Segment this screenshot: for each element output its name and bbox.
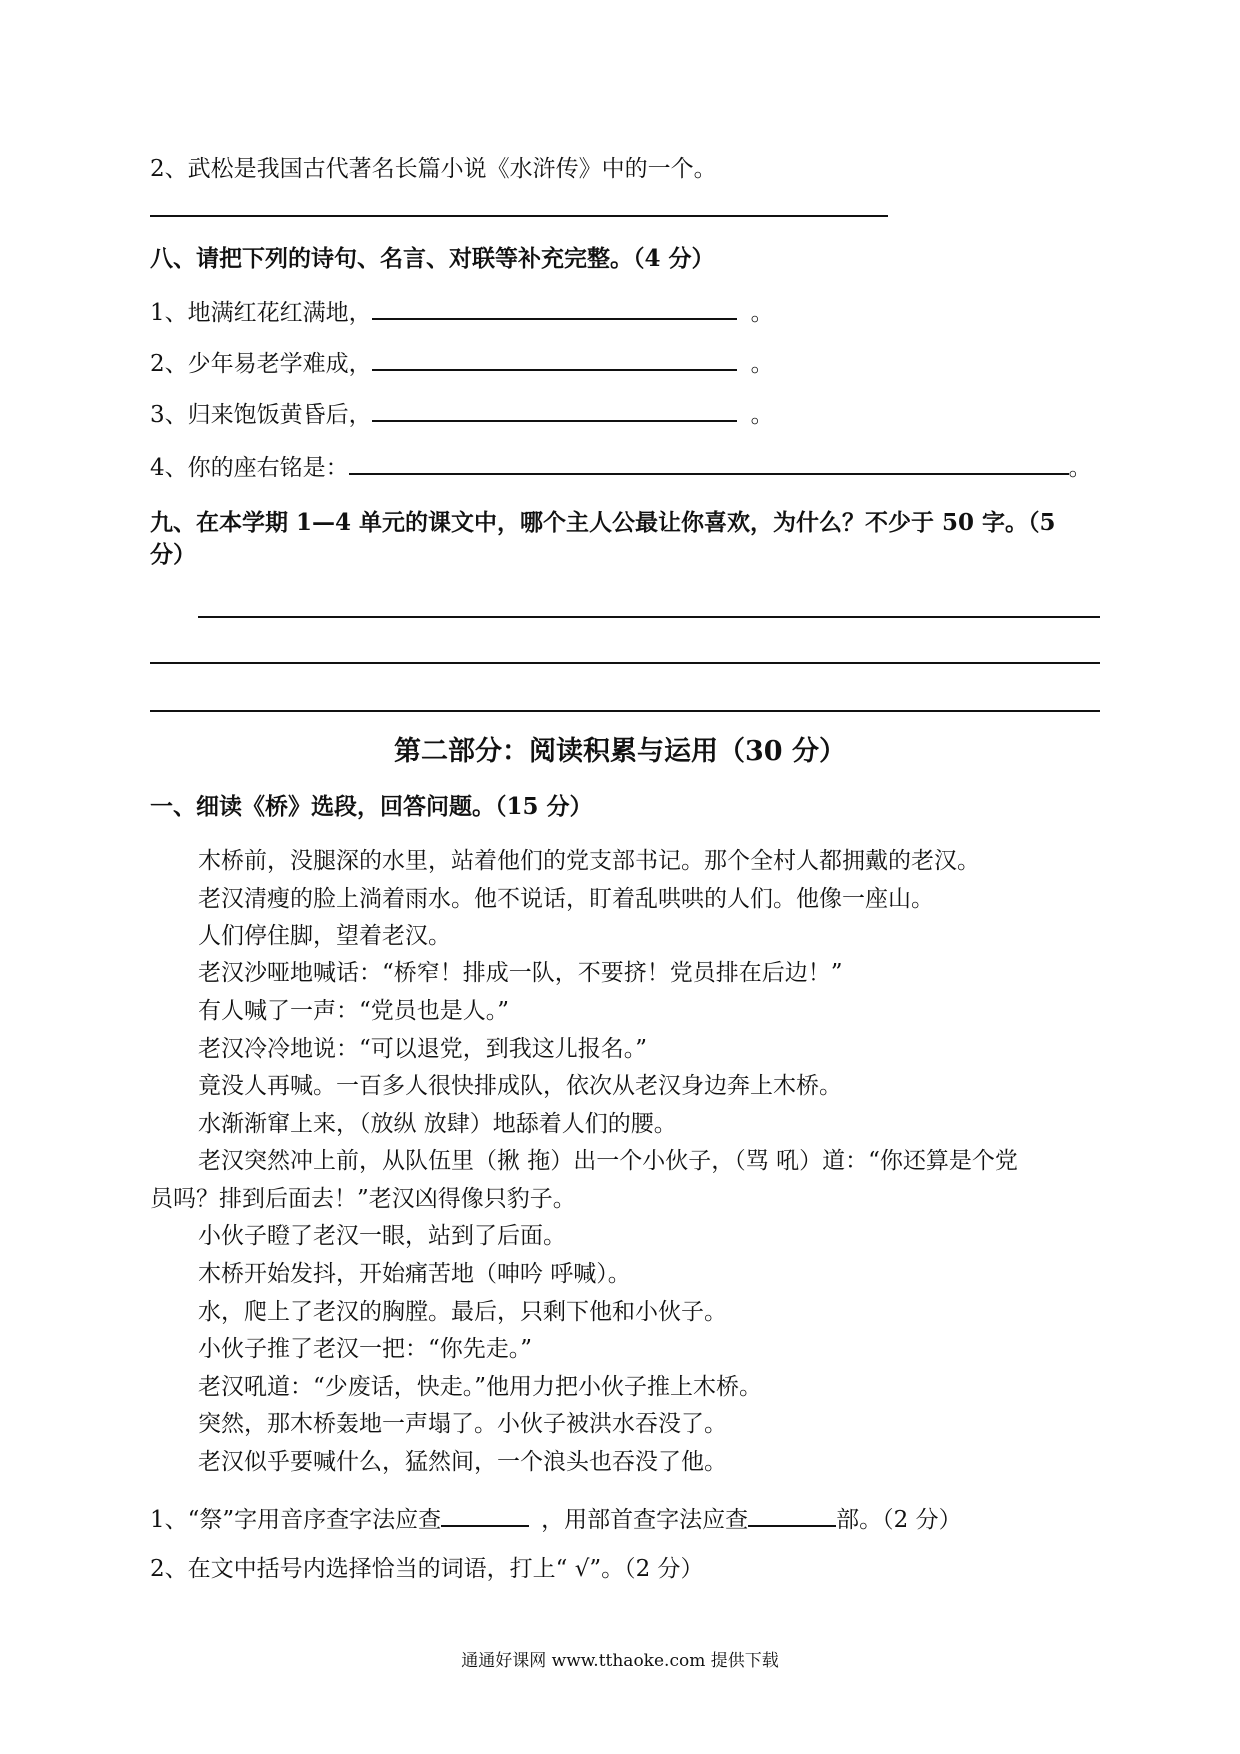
part2-title: 第二部分：阅读积累与运用（30 分） (394, 736, 846, 767)
fill-blank[interactable] (372, 296, 737, 320)
passage-line: 木桥前，没腿深的水里，站着他们的党支部书记。那个全村人都拥戴的老汉。 (198, 848, 980, 874)
passage-line: 小伙子瞪了老汉一眼，站到了后面。 (198, 1223, 566, 1249)
q8-item-1-text: 1、地满红花红满地， (150, 300, 372, 326)
q8-item-3 (150, 398, 774, 430)
sub1-part-c: 部。（2 分） (836, 1507, 962, 1533)
part2-q1-heading: 一、细读《桥》选段，回答问题。（15 分） (150, 793, 593, 820)
q9-heading-line1: 九、在本学期 1—4 单元的课文中，哪个主人公最让你喜欢，为什么？不少于 50 字。（5 (150, 509, 1056, 536)
fill-blank[interactable] (372, 347, 737, 371)
passage-line: 人们停住脚，望着老汉。 (198, 923, 451, 949)
part2-sub1 (150, 1503, 962, 1535)
passage-line: 老汉突然冲上前，从队伍里（揪 拖）出一个小伙子，（骂 吼）道：“你还算是个党 (198, 1148, 1018, 1174)
passage-line: 小伙子推了老汉一把：“你先走。” (198, 1336, 533, 1362)
sub1-part-b: ，用部首查字法应查 (541, 1507, 749, 1533)
q8-item-2 (150, 347, 774, 379)
q8-item-2-text: 2、少年易老学难成， (150, 351, 372, 377)
q8-item-3-text: 3、归来饱饭黄昏后， (150, 402, 372, 428)
page-footer: 通通好课网 www.tthaoke.com 提供下载 (461, 1651, 779, 1671)
passage-line: 员吗？排到后面去！”老汉凶得像只豹子。 (150, 1186, 576, 1212)
fill-blank[interactable] (441, 1503, 529, 1527)
q8-heading: 八、请把下列的诗句、名言、对联等补充完整。（4 分） (150, 245, 715, 272)
q8-item-4-end: 。 (1068, 455, 1092, 481)
answer-line[interactable] (198, 616, 1100, 618)
q7-item-2: 2、武松是我国古代著名长篇小说《水浒传》中的一个。 (150, 156, 717, 182)
passage-line: 老汉似乎要喊什么，猛然间，一个浪头也吞没了他。 (198, 1449, 727, 1475)
fill-blank[interactable] (748, 1503, 836, 1527)
passage-line: 老汉吼道：“少废话，快走。”他用力把小伙子推上木桥。 (198, 1374, 763, 1400)
q8-item-3-end: 。 (750, 402, 774, 428)
passage-line: 有人喊了一声：“党员也是人。” (198, 998, 510, 1024)
passage-line: 水渐渐窜上来，（放纵 放肆）地舔着人们的腰。 (198, 1111, 677, 1137)
passage-line: 木桥开始发抖，开始痛苦地（呻吟 呼喊）。 (198, 1261, 631, 1287)
answer-line[interactable] (150, 710, 1100, 712)
passage-line: 突然，那木桥轰地一声塌了。小伙子被洪水吞没了。 (198, 1411, 727, 1437)
passage-line: 竟没人再喊。一百多人很快排成队，依次从老汉身边奔上木桥。 (198, 1073, 842, 1099)
q8-item-4 (150, 451, 1092, 483)
q9-heading-line2: 分） (150, 541, 196, 568)
fill-blank[interactable] (372, 398, 737, 422)
q8-item-1-end: 。 (750, 300, 774, 326)
passage-line: 老汉沙哑地喊话：“桥窄！排成一队，不要挤！党员排在后边！” (198, 960, 843, 986)
part2-sub2: 2、在文中括号内选择恰当的词语，打上“ √”。（2 分） (150, 1556, 704, 1582)
passage-line: 老汉清瘦的脸上淌着雨水。他不说话，盯着乱哄哄的人们。他像一座山。 (198, 886, 934, 912)
sub1-part-a: 1、“祭”字用音序查字法应查 (150, 1507, 442, 1533)
q8-item-2-end: 。 (750, 351, 774, 377)
answer-line (150, 215, 888, 217)
passage-line: 水，爬上了老汉的胸膛。最后，只剩下他和小伙子。 (198, 1299, 727, 1325)
q8-item-4-text: 4、你的座右铭是： (150, 455, 349, 481)
answer-line[interactable] (150, 662, 1100, 664)
passage-line: 老汉冷冷地说：“可以退党，到我这儿报名。” (198, 1036, 648, 1062)
q8-item-1 (150, 296, 774, 328)
fill-blank[interactable] (349, 451, 1069, 475)
